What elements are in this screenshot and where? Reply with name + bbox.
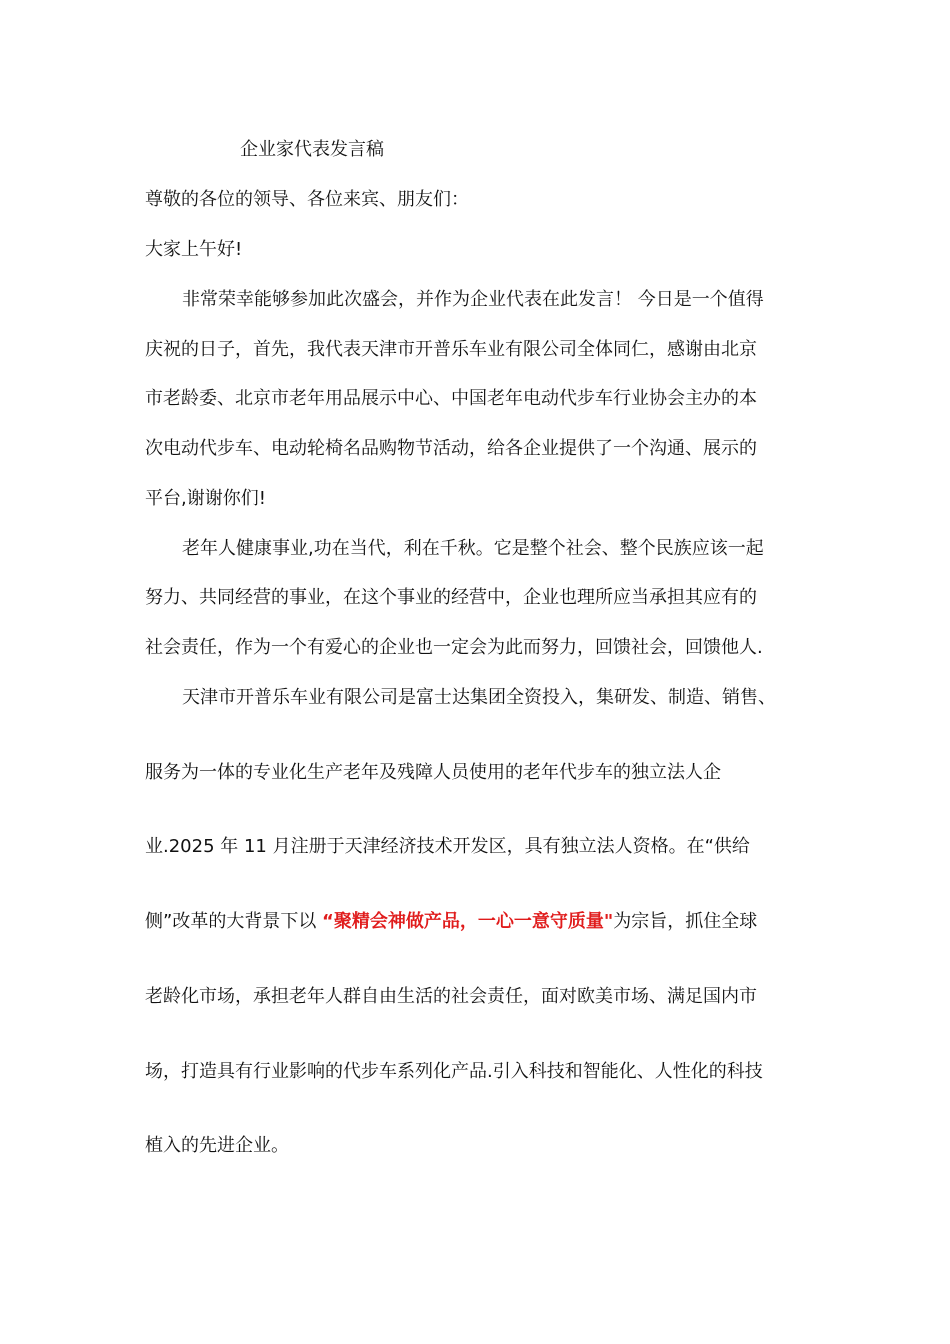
paragraph-2-line-3: 社会责任，作为一个有爱心的企业也一定会为此而努力，回馈社会，回馈他人. <box>145 637 763 658</box>
paragraph-1-line-3: 市老龄委、北京市老年用品展示中心、中国老年电动代步车行业协会主办的本 <box>145 388 757 409</box>
document-title: 企业家代表发言稿 <box>240 139 384 160</box>
paragraph-1-line-2: 庆祝的日子，首先，我代表天津市开普乐车业有限公司全体同仁，感谢由北京 <box>145 339 757 360</box>
paragraph-3-line-4 <box>145 910 757 934</box>
paragraph-3-line-7: 植入的先进企业。 <box>145 1135 289 1156</box>
paragraph-1-line-4: 次电动代步车、电动轮椅名品购物节活动，给各企业提供了一个沟通、展示的 <box>145 438 757 459</box>
highlighted-motto: “聚精会神做产品，一心一意守质量" <box>322 911 614 932</box>
paragraph-1-line-5: 平台,谢谢你们! <box>145 488 266 509</box>
paragraph-3-line-3: 业.2025 年 11 月注册于天津经济技术开发区，具有独立法人资格。在“供给 <box>145 836 750 857</box>
paragraph-3-line-2: 服务为一体的专业化生产老年及残障人员使用的老年代步车的独立法人企 <box>145 762 721 783</box>
paragraph-3-line-6: 场，打造具有行业影响的代步车系列化产品.引入科技和智能化、人性化的科技 <box>145 1061 763 1082</box>
paragraph-3-line-4-post: 为宗旨，抓住全球 <box>613 911 758 932</box>
paragraph-3-line-5: 老龄化市场，承担老年人群自由生活的社会责任，面对欧美市场、满足国内市 <box>145 986 757 1007</box>
paragraph-1-line-1: 非常荣幸能够参加此次盛会，并作为企业代表在此发言！ 今日是一个值得 <box>182 289 764 310</box>
greeting: 大家上午好! <box>145 239 243 260</box>
paragraph-3-line-4-pre: 侧”改革的大背景下以 <box>145 911 323 932</box>
paragraph-2-line-1: 老年人健康事业,功在当代，利在千秋。它是整个社会、整个民族应该一起 <box>182 538 764 559</box>
paragraph-2-line-2: 努力、共同经营的事业，在这个事业的经营中，企业也理所应当承担其应有的 <box>145 587 757 608</box>
paragraph-3-line-1: 天津市开普乐车业有限公司是富士达集团全资投入，集研发、制造、销售、 <box>182 687 776 708</box>
salutation: 尊敬的各位的领导、各位来宾、朋友们： <box>145 189 469 210</box>
